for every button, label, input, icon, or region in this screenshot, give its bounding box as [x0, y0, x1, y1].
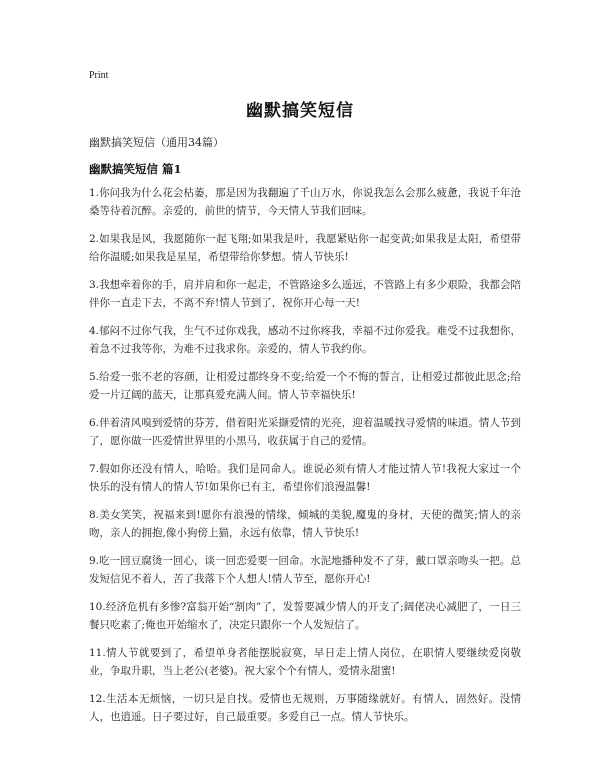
print-label: Print	[89, 70, 109, 81]
paragraph: 9.吃一回豆腐烫一回心，谈一回恋爱要一回命。水泥地播种发不了芽，戴口罩亲吻头一把。总发短信见不着人，苦了我落下个人想人!情人节至，愿你开心!	[89, 555, 521, 585]
paragraph: 5.给爱一张不老的容颜，让相爱过都终身不变;给爱一个不悔的誓言，让相爱过都彼此思念;给爱一片辽阔的蓝天，让那真爱充满人间。情人节幸福快乐!	[89, 371, 521, 401]
document-body	[89, 185, 521, 737]
paragraph: 11.情人节就要到了，希望单身者能摆脱寂寞，早日走上情人岗位，在职情人要继续爱岗敬业，争取升职，当上老公(老婆)。祝大家个个有情人，爱情永甜蜜!	[89, 647, 521, 677]
document-subtitle: 幽默搞笑短信（通用34篇）	[89, 136, 224, 149]
paragraph: 1.你问我为什么花会枯萎，那是因为我翻遍了千山万水，你说我怎么会那么疲惫，我说千年沧桑等待着沉醉。亲爱的，前世的情节，今天情人节我们回味。	[89, 187, 521, 217]
paragraph: 2.如果我是风，我愿随你一起飞翔;如果我是叶，我愿紧贴你一起变黄;如果我是太阳，希望带给你温暖;如果我是星星，希望带给你梦想。情人节快乐!	[89, 233, 521, 263]
page-title: 幽默搞笑短信	[246, 101, 354, 121]
paragraph: 12.生活本无烦恼，一切只是自找。爱情也无规则，万事随缘就好。有情人，固然好。没情人，也逍遥。日子要过好，自己最重要。多爱自己一点。情人节快乐。	[89, 693, 521, 723]
section-heading: 幽默搞笑短信 篇1	[89, 162, 182, 176]
paragraph: 6.伴着清风嗅到爱情的芬芳，借着阳光采撷爱情的光亮，迎着温暖找寻爱情的味道。情人节到了，愿你做一匹爱情世界里的小黑马，收获属于自己的爱情。	[89, 417, 521, 447]
paragraph: 3.我想牵着你的手，肩并肩和你一起走，不管路途多么遥远，不管路上有多少艰险，我都会陪伴你一直走下去，不离不弃!情人节到了，祝你开心每一天!	[89, 279, 521, 309]
paragraph: 4.郁闷不过你气我，生气不过你戏我，感动不过你疼我，幸福不过你爱我。难受不过我想你，着急不过我等你，为难不过我求你。亲爱的，情人节我约你。	[89, 325, 521, 355]
paragraph: 8.美女笑笑，祝福来到!愿你有浪漫的情缘，倾城的美貌,魔鬼的身材，天使的微笑;情人的亲吻，亲人的拥抱,像小狗傍上猫，永远有依靠，情人节快乐!	[89, 509, 521, 539]
paragraph: 10.经济危机有多惨?富翁开始“割肉”了，发誓要减少情人的开支了;阔佬决心减肥了，一日三餐只吃素了;俺也开始缩水了，决定只跟你一个人发短信了。	[89, 601, 521, 631]
paragraph: 7.假如你还没有情人，哈哈。我们是同命人。谁说必须有情人才能过情人节!我祝大家过一个快乐的没有情人的情人节!如果你已有主，希望你们浪漫温馨!	[89, 463, 521, 493]
